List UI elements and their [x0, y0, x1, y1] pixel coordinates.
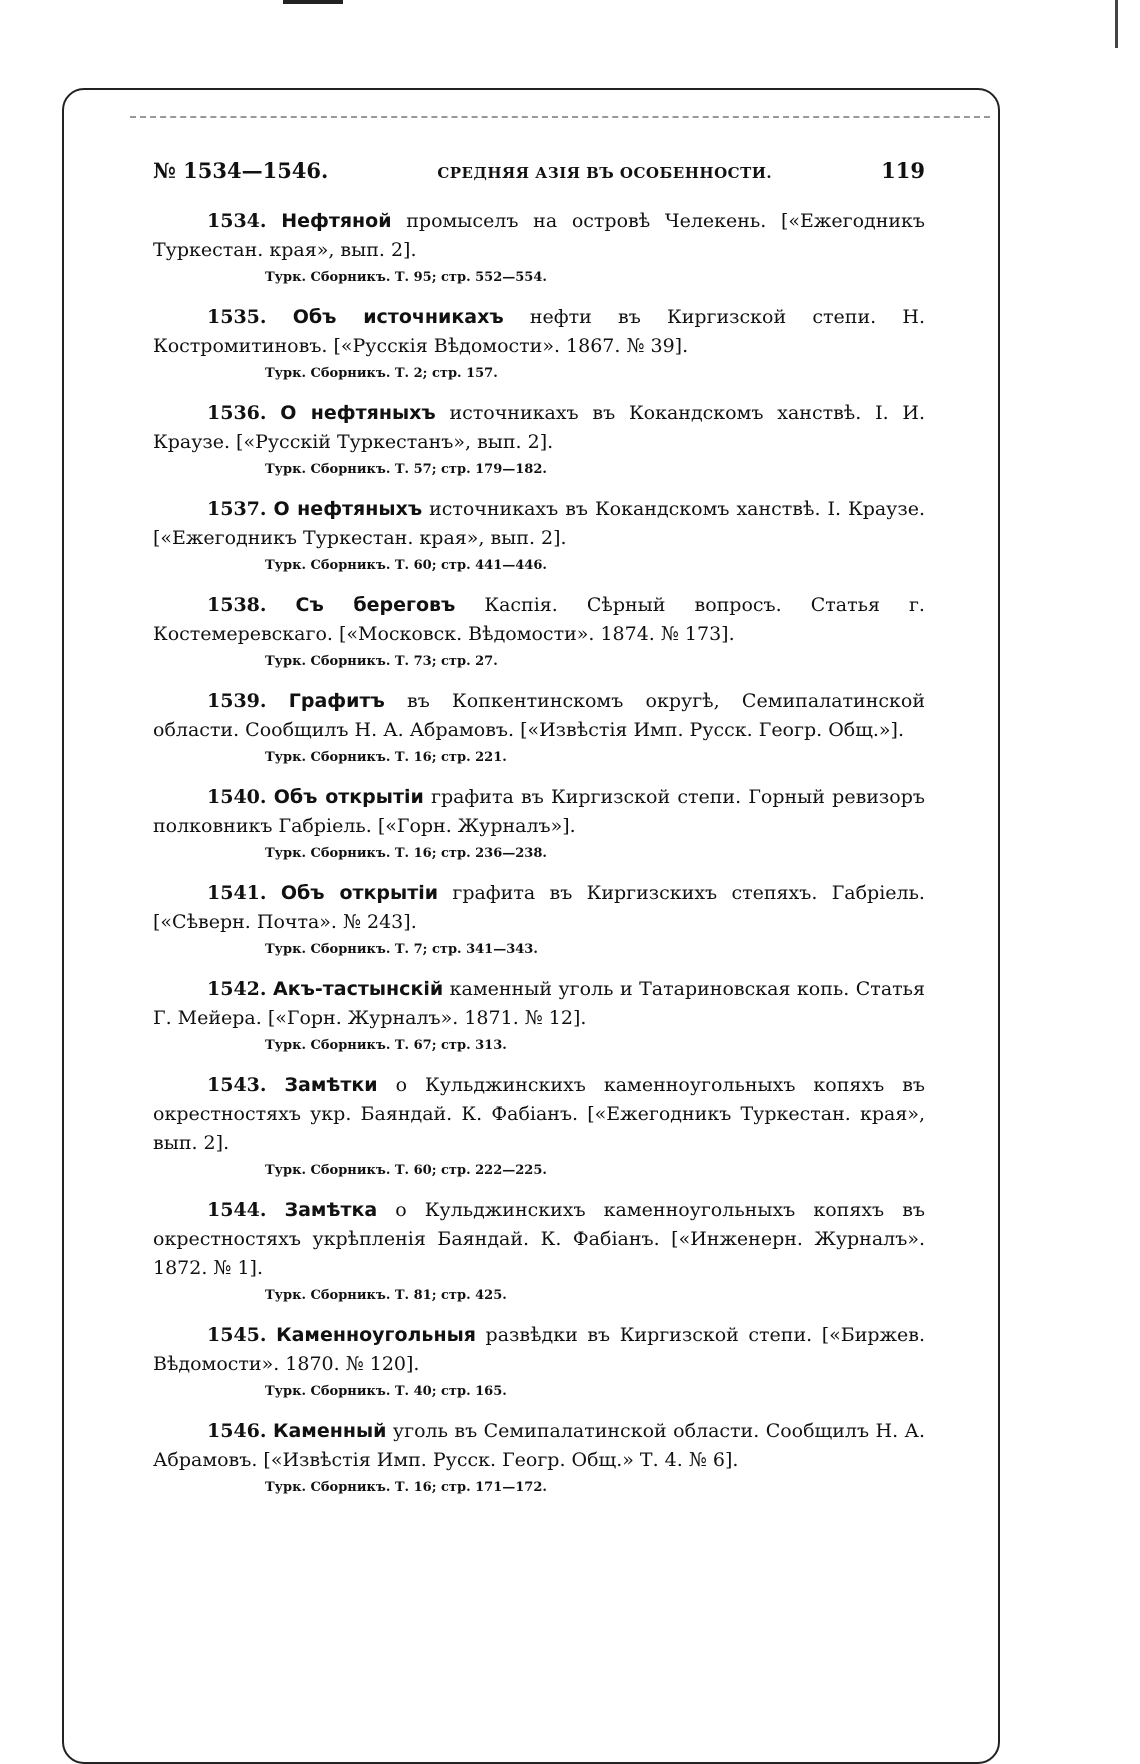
entry-number: 1543.	[207, 1074, 267, 1096]
entry-text	[153, 879, 925, 937]
entry-reference: Турк. Сборникъ. Т. 40; стр. 165.	[265, 1384, 507, 1399]
entry-keyword: О нефтяныхъ	[280, 402, 436, 424]
entry-reference: Турк. Сборникъ. Т. 60; стр. 222—225.	[265, 1163, 547, 1178]
entry-text	[153, 1071, 925, 1158]
entry-text	[153, 591, 925, 649]
entry-1545	[153, 1321, 925, 1402]
entry-body: графита въ Киргизскихъ степяхъ. Габріель. [«Сѣверн. Почта». № 243].	[153, 882, 925, 933]
entry-1534	[153, 207, 925, 288]
entry-body: о Кульджинскихъ каменноугольныхъ копяхъ въ окрестностяхъ укрѣпленія Баяндай. К. Фабіанъ. [«Инженерн. Журналъ». 1872. № 1].	[153, 1199, 926, 1279]
frame-dashed-line	[130, 116, 990, 118]
entry-body: источникахъ въ Кокандскомъ ханствѣ. І. И. Краузе. [«Русскій Туркестанъ», вып. 2].	[153, 402, 925, 453]
entry-keyword: Замѣтки	[284, 1074, 378, 1096]
entry-keyword: Замѣтка	[284, 1199, 378, 1221]
entry-reference: Турк. Сборникъ. Т. 60; стр. 441—446.	[265, 558, 547, 573]
entry-keyword: О нефтяныхъ	[273, 498, 423, 520]
entry-text	[153, 399, 925, 457]
page-header	[153, 158, 925, 183]
entry-1537	[153, 495, 925, 576]
entry-number: 1535.	[207, 306, 267, 328]
entry-body: промыселъ на островѣ Челекень. [«Ежегодникъ Туркестан. края», вып. 2].	[153, 210, 925, 261]
entry-keyword: Графитъ	[288, 690, 385, 712]
entry-reference: Турк. Сборникъ. Т. 16; стр. 221.	[265, 750, 507, 765]
entry-reference: Турк. Сборникъ. Т. 81; стр. 425.	[265, 1288, 507, 1303]
entry-text	[153, 1321, 925, 1379]
entry-text	[153, 687, 925, 745]
entry-text	[153, 783, 925, 841]
entry-number: 1536.	[207, 402, 267, 424]
page-content	[153, 158, 925, 1513]
entry-number: 1546.	[207, 1420, 267, 1442]
scan-mark	[283, 0, 343, 4]
entry-body: развѣдки въ Киргизской степи. [«Биржев. Вѣдомости». 1870. № 120].	[153, 1324, 926, 1375]
entry-reference: Турк. Сборникъ. Т. 67; стр. 313.	[265, 1038, 507, 1053]
entry-body: источникахъ въ Кокандскомъ ханствѣ. І. Краузе. [«Ежегодникъ Туркестан. края», вып. 2].	[153, 498, 926, 549]
entry-text	[153, 1417, 925, 1475]
entry-1542	[153, 975, 925, 1056]
entry-reference: Турк. Сборникъ. Т. 2; стр. 157.	[265, 366, 498, 381]
entry-reference: Турк. Сборникъ. Т. 57; стр. 179—182.	[265, 462, 547, 477]
entry-range: № 1534—1546.	[153, 158, 329, 183]
entry-keyword: Каменноугольныя	[276, 1324, 476, 1346]
entry-1543	[153, 1071, 925, 1181]
entry-1538	[153, 591, 925, 672]
entry-body: каменный уголь и Татариновская копь. Статья Г. Мейера. [«Горн. Журналъ». 1871. № 12].	[153, 978, 925, 1029]
entry-body: уголь въ Семипалатинской области. Сообщилъ Н. А. Абрамовъ. [«Извѣстія Имп. Русск. Геогр. Общ.» Т. 4. № 6].	[153, 1420, 925, 1471]
entry-1546	[153, 1417, 925, 1498]
entry-body: Каспія. Сѣрный вопросъ. Статья г. Костемеревскаго. [«Московск. Вѣдомости». 1874. № 173].	[153, 594, 925, 645]
entry-body: нефти въ Киргизской степи. Н. Костромитиновъ. [«Русскія Вѣдомости». 1867. № 39].	[153, 306, 925, 357]
entry-keyword: Нефтяной	[281, 210, 392, 232]
entry-1539	[153, 687, 925, 768]
entry-text	[153, 303, 925, 361]
scan-edge-mark	[1115, 0, 1118, 48]
entry-keyword: Объ источникахъ	[292, 306, 504, 328]
entry-number: 1538.	[207, 594, 267, 616]
entry-1544	[153, 1196, 925, 1306]
entry-1541	[153, 879, 925, 960]
entry-keyword: Съ береговъ	[295, 594, 456, 616]
entry-body: графита въ Киргизской степи. Горный ревизоръ полковникъ Габріель. [«Горн. Журналъ»].	[153, 786, 925, 837]
entry-reference: Турк. Сборникъ. Т. 95; стр. 552—554.	[265, 270, 547, 285]
entry-reference: Турк. Сборникъ. Т. 16; стр. 171—172.	[265, 1480, 547, 1495]
entry-reference: Турк. Сборникъ. Т. 73; стр. 27.	[265, 654, 498, 669]
entry-number: 1539.	[207, 690, 267, 712]
entry-number: 1541.	[207, 882, 267, 904]
entry-text	[153, 207, 925, 265]
entry-number: 1534.	[207, 210, 267, 232]
entry-number: 1540.	[207, 786, 267, 808]
entry-reference: Турк. Сборникъ. Т. 7; стр. 341—343.	[265, 942, 538, 957]
entry-text	[153, 975, 925, 1033]
entry-text	[153, 1196, 925, 1283]
entry-keyword: Объ открытіи	[273, 786, 424, 808]
entry-keyword: Объ открытіи	[280, 882, 439, 904]
entry-number: 1544.	[207, 1199, 267, 1221]
page-number: 119	[881, 158, 925, 183]
entry-number: 1545.	[207, 1324, 267, 1346]
entry-keyword: Акъ-тастынскій	[273, 978, 444, 1000]
entry-keyword: Каменный	[272, 1420, 387, 1442]
entry-text	[153, 495, 925, 553]
entry-reference: Турк. Сборникъ. Т. 16; стр. 236—238.	[265, 846, 547, 861]
running-title: СРЕДНЯЯ АЗІЯ ВЪ ОСОБЕННОСТИ.	[437, 164, 773, 182]
entry-1540	[153, 783, 925, 864]
entry-body: о Кульджинскихъ каменноугольныхъ копяхъ въ окрестностяхъ укр. Баяндай. К. Фабіанъ. [«Ежегодникъ Туркестан. края», вып. 2].	[153, 1074, 925, 1154]
entry-number: 1542.	[207, 978, 267, 1000]
entry-1536	[153, 399, 925, 480]
entry-body: въ Копкентинскомъ округѣ, Семипалатинской области. Сообщилъ Н. А. Абрамовъ. [«Извѣстія Имп. Русск. Геогр. Общ.»].	[153, 690, 925, 741]
entry-number: 1537.	[207, 498, 267, 520]
entry-1535	[153, 303, 925, 384]
